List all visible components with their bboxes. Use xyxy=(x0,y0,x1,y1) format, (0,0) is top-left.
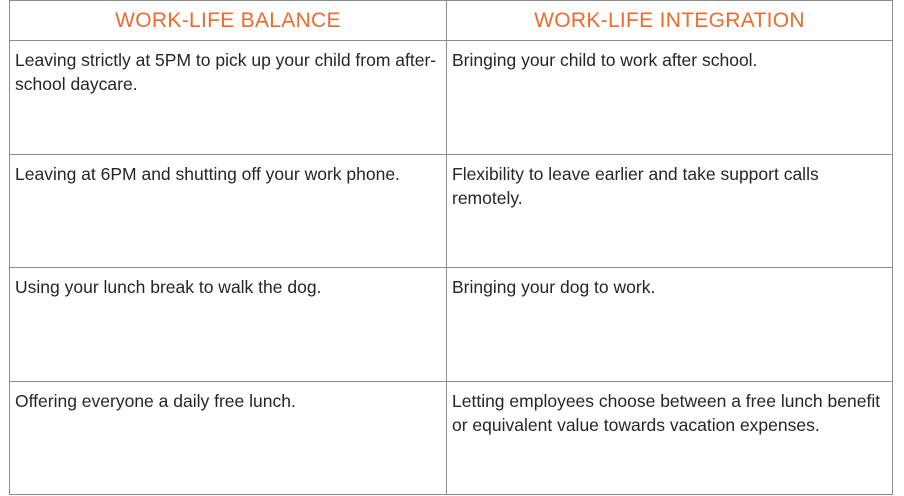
table-row xyxy=(10,41,893,155)
table-row xyxy=(10,381,893,495)
header-work-life-integration: WORK-LIFE INTEGRATION xyxy=(447,1,893,41)
balance-cell: Leaving strictly at 5PM to pick up your child from after-school daycare. xyxy=(10,41,447,155)
header-work-life-balance: WORK-LIFE BALANCE xyxy=(10,1,447,41)
balance-cell: Offering everyone a daily free lunch. xyxy=(10,381,447,495)
table-row xyxy=(10,268,893,382)
table-row xyxy=(10,154,893,268)
balance-cell: Using your lunch break to walk the dog. xyxy=(10,268,447,382)
balance-cell: Leaving at 6PM and shutting off your work phone. xyxy=(10,154,447,268)
integration-cell: Bringing your child to work after school. xyxy=(447,41,893,155)
table-header xyxy=(10,1,893,41)
header-row xyxy=(10,1,893,41)
integration-cell: Letting employees choose between a free lunch benefit or equivalent value towards vacation expenses. xyxy=(447,381,893,495)
integration-cell: Flexibility to leave earlier and take support calls remotely. xyxy=(447,154,893,268)
comparison-table xyxy=(9,0,893,495)
table-body xyxy=(10,41,893,495)
integration-cell: Bringing your dog to work. xyxy=(447,268,893,382)
